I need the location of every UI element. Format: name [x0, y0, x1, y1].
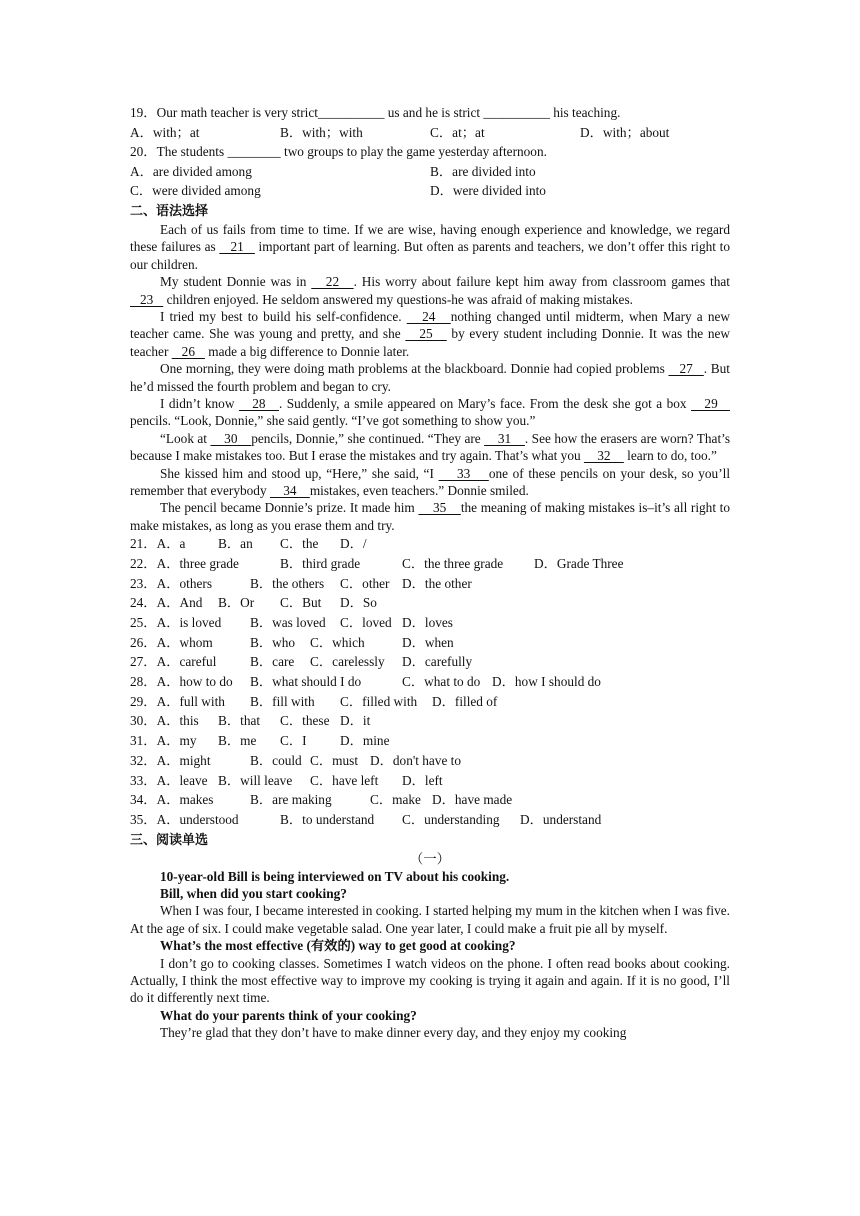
passage-paragraph: Each of us fails from time to time. If we are wise, having enough experience and knowledge, we regard these failures as 21 important part of learning. But often as parents and teachers, we don’t offer this right to our children. [130, 221, 730, 272]
options-row-32: 32．A．might B．could C．must D．don't have to [130, 752, 462, 768]
exam-page [130, 103, 730, 1042]
question-19-options [130, 123, 730, 143]
blank-22: 22 [311, 274, 354, 290]
blank-32: 32 [583, 448, 624, 464]
blank-24: 24 [406, 309, 451, 324]
blank-34: 34 [269, 483, 310, 499]
blank-21: 21 [219, 239, 255, 255]
reading-heading: 10-year-old Bill is being interviewed on TV about his cooking. [160, 868, 510, 884]
passage-paragraph: She kissed him and stood up, “Here,” she said, “I 33 one of these pencils on your desk, so you’ll remember that everybody 34 mistakes, even teachers.” Donnie smiled. [130, 465, 731, 499]
options-row-21: 21．A．a B．an C．the D．/ [130, 536, 367, 552]
reading-part-label: （一） [410, 850, 450, 866]
option-b: B．with；with [280, 124, 363, 140]
options-row-29: 29．A．full with B．fill with C．filled with D．filled of [130, 693, 498, 709]
grammar-options [130, 534, 730, 829]
option-c: C．at；at [430, 124, 485, 140]
passage-paragraph: “Look at 30 pencils, Donnie,” she continued. “They are 31 . See how the erasers are worn? That’s because I make mistakes too. But I erase the mistakes and try again. That’s what you 32 learn to do, too.” [130, 430, 731, 464]
options-row-30: 30．A．this B．that C．these D．it [130, 713, 371, 729]
option-c: C．were divided among [130, 183, 261, 199]
passage-paragraph: The pencil became Donnie’s prize. It made him 35 the meaning of making mistakes is–it’s all right to make mistakes, as long as you erase them and try. [130, 500, 730, 533]
question-19-stem: 19．Our math teacher is very strict__________ us and he is strict __________ his teaching. [130, 105, 621, 120]
blank-29: 29 [691, 396, 730, 412]
interview-question-2: What’s the most effective (有效的) way to get good at cooking? [160, 938, 516, 954]
interview-answer-1: When I was four, I became interested in cooking. I started helping my mum in the kitchen when I was five. At the age of six. I could make vegetable salad. One year later, I could make a fruit pie all by myself. [130, 903, 730, 936]
blank-33: 33 [438, 465, 489, 481]
question-20-options-row2 [130, 181, 730, 201]
option-d: D．with；about [580, 124, 670, 140]
blank-30: 30 [210, 430, 252, 446]
blank-27: 27 [668, 361, 704, 377]
options-row-27: 27．A．careful B．care C．carelessly D．carefully [130, 654, 473, 670]
interview-question-1: Bill, when did you start cooking? [160, 886, 347, 901]
options-row-23: 23．A．others B．the others C．other D．the other [130, 575, 472, 591]
options-row-35: 35．A．understood B．to understand C．understanding D．understand [130, 811, 602, 827]
blank-26: 26 [171, 343, 205, 359]
blank-35: 35 [418, 500, 461, 516]
blank-31: 31 [484, 430, 525, 446]
passage-paragraph: One morning, they were doing math problems at the blackboard. Donnie had copied problems 27 . But he’d missed the fourth problem and began to cry. [130, 361, 731, 394]
option-d: D．were divided into [430, 183, 546, 199]
options-row-22: 22．A．three grade B．third grade C．the three grade D．Grade Three [130, 555, 624, 571]
grammar-passage [130, 221, 730, 534]
passage-paragraph: I didn’t know 28 . Suddenly, a smile appeared on Mary’s face. From the desk she got a box 29 pencils. “Look, Donnie,” she said gently. “I’ve got something to show you.” [130, 396, 730, 429]
question-20-stem: 20．The students ________ two groups to play the game yesterday afternoon. [130, 144, 547, 160]
options-row-33: 33．A．leave B．will leave C．have left D．left [130, 772, 443, 788]
interview-answer-2: I don’t go to cooking classes. Sometimes I watch videos on the phone. I often read books about cooking. Actually, I think the most effective way to improve my cooking is trying it again and again. If it is no good, I’ll do it differently next time. [130, 955, 730, 1006]
option-a: A．with；at [130, 124, 200, 140]
options-row-24: 24．A．And B．Or C．But D．So [130, 595, 377, 611]
options-row-26: 26．A．whom B．who C．which D．when [130, 634, 454, 650]
options-row-34: 34．A．makes B．are making C．make D．have made [130, 792, 513, 808]
passage-paragraph: My student Donnie was in 22 . His worry about failure kept him away from classroom games that 23 children enjoyed. He seldom answered my questions-he was afraid of making mistakes. [130, 274, 730, 307]
blank-25: 25 [405, 326, 447, 342]
question-20-options-row1 [130, 162, 730, 182]
section-3-title: 三、阅读单选 [130, 831, 209, 847]
options-row-28: 28．A．how to do B．what should I do C．what to do D．how I should do [130, 674, 601, 690]
interview-question-3: What do your parents think of your cooking? [160, 1007, 417, 1023]
section-2-title: 二、语法选择 [130, 202, 209, 218]
blank-23: 23 [130, 291, 164, 307]
passage-paragraph: I tried my best to build his self-confidence. 24 nothing changed until midterm, when Mary a new teacher came. She was young and pretty, and she 25 by every student including Donnie. It was the new teacher 26 made a big difference to Donnie later. [130, 309, 730, 359]
option-a: A．are divided among [130, 163, 252, 179]
blank-28: 28 [238, 396, 279, 412]
reading-passage [130, 849, 730, 1042]
option-b: B．are divided into [430, 163, 536, 179]
options-row-25: 25．A．is loved B．was loved C．loved D．loves [130, 615, 453, 631]
options-row-31: 31．A．my B．me C．I D．mine [130, 733, 390, 749]
interview-answer-3: They’re glad that they don’t have to make dinner every day, and they enjoy my cooking [160, 1025, 627, 1041]
